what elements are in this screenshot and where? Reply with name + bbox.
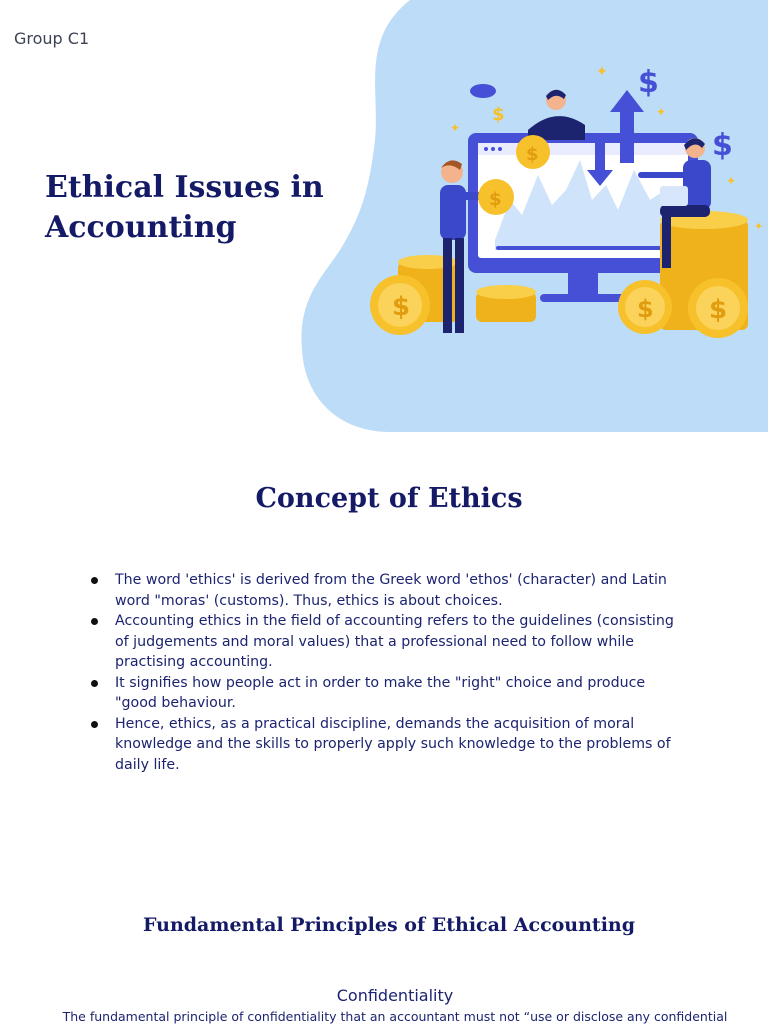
finance-team-illustration xyxy=(300,0,768,432)
svg-text:✦: ✦ xyxy=(726,174,737,188)
svg-text:✦: ✦ xyxy=(754,220,764,233)
page-title xyxy=(45,168,345,248)
principles-heading: Fundamental Principles of Ethical Accounting xyxy=(142,914,636,936)
confidentiality-text: The fundamental principle of confidentiality that an accountant must not “use or disclose any confidential xyxy=(62,1009,728,1024)
concept-bullet-list xyxy=(88,570,688,775)
concept-heading: Concept of Ethics xyxy=(255,483,523,514)
svg-text:$: $ xyxy=(637,295,654,323)
svg-text:$: $ xyxy=(489,189,502,210)
svg-text:✦: ✦ xyxy=(656,105,667,119)
svg-text:✦: ✦ xyxy=(596,64,608,80)
svg-text:✦: ✦ xyxy=(450,121,461,135)
bullet-item: Accounting ethics in the field of accounting refers to the guidelines (consisting of judgements and moral values) that a professional need to follow while practising accounting. xyxy=(88,611,688,673)
bullet-item: The word 'ethics' is derived from the Greek word 'ethos' (character) and Latin word "moras' (customs). Thus, ethics is about choices. xyxy=(88,570,688,611)
dollar-icon: $ xyxy=(492,104,505,125)
svg-text:$: $ xyxy=(392,292,411,322)
title-line-1: Ethical Issues in xyxy=(45,170,324,205)
dollar-icon: $ xyxy=(638,65,659,100)
dollar-icon: $ xyxy=(712,128,733,163)
svg-text:$: $ xyxy=(526,144,539,165)
bullet-item: Hence, ethics, as a practical discipline, demands the acquisition of moral knowledge and the skills to properly apply such knowledge to the problems of daily life. xyxy=(88,714,688,776)
svg-text:$: $ xyxy=(709,295,728,325)
bullet-item: It signifies how people act in order to make the "right" choice and produce "good behaviour. xyxy=(88,673,688,714)
group-label: Group C1 xyxy=(14,29,90,48)
confidentiality-heading: Confidentiality xyxy=(336,986,454,1005)
title-line-2: Accounting xyxy=(45,210,237,245)
